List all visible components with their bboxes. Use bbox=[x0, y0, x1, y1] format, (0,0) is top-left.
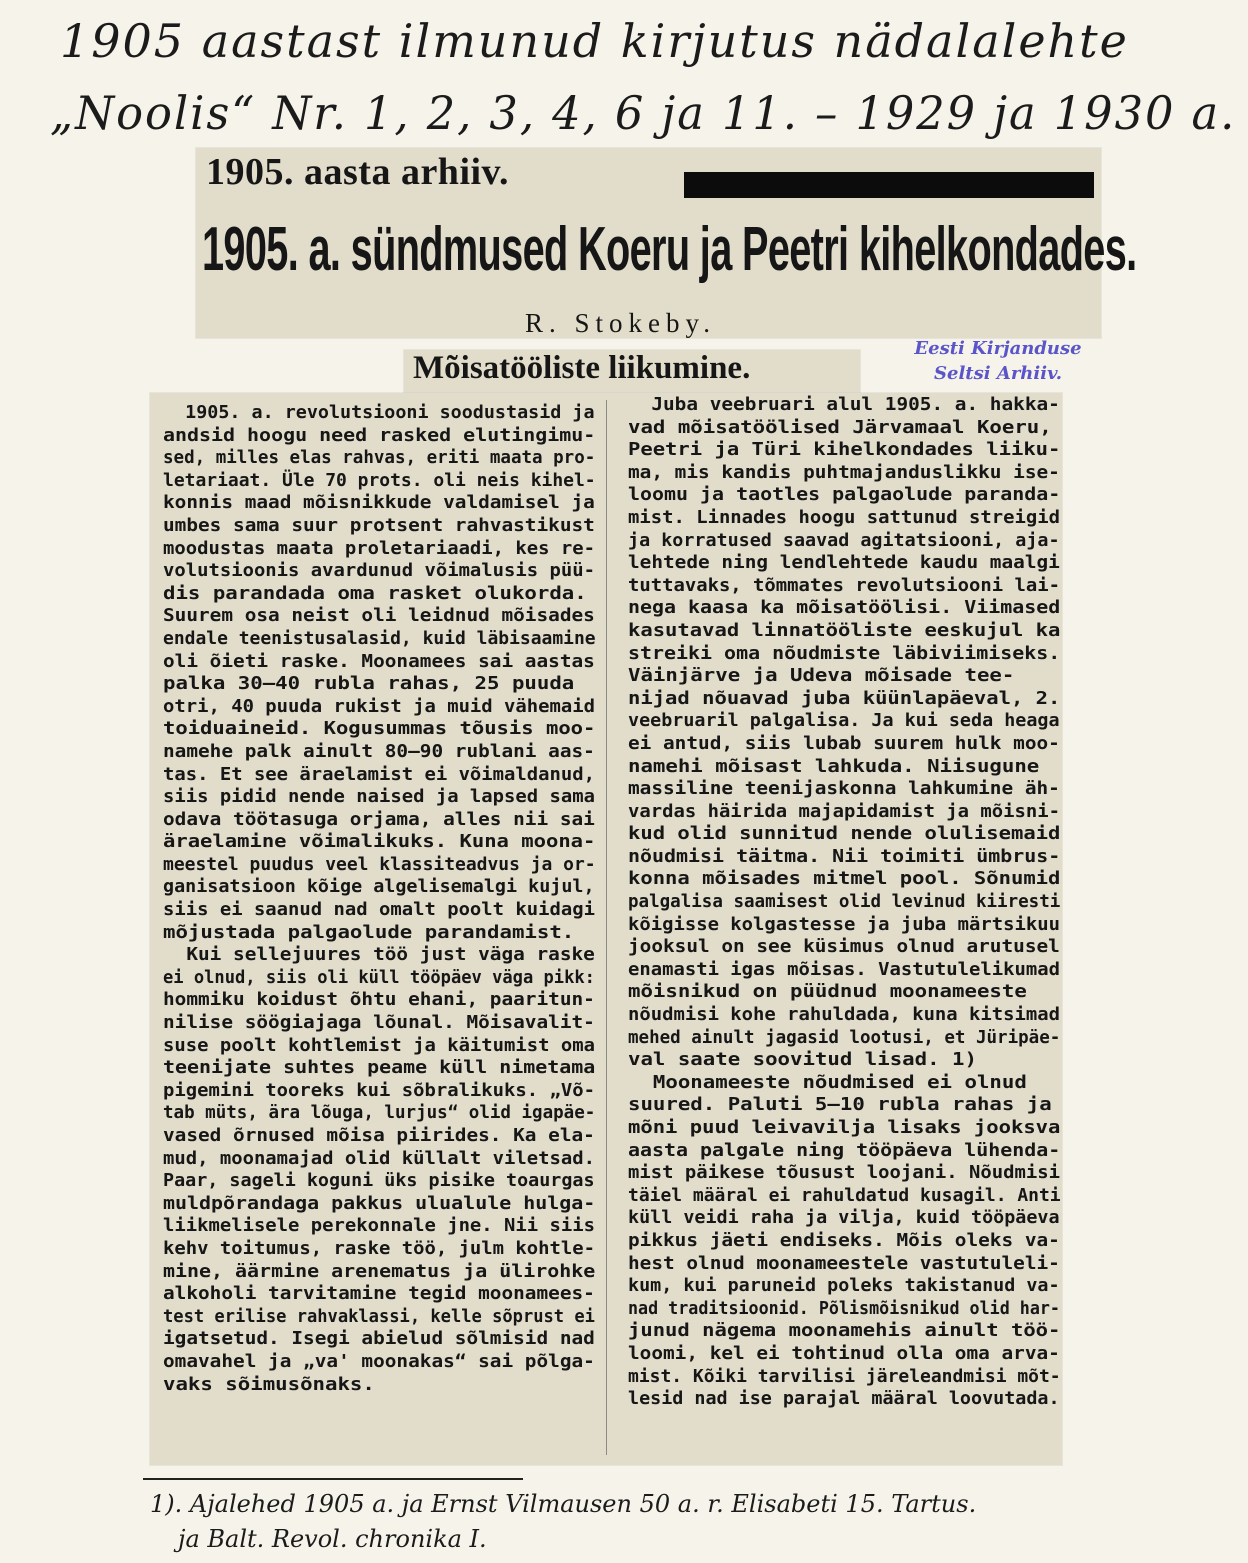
column-left-line: Paar, sageli koguni üks pisike toaurgas bbox=[163, 1170, 595, 1192]
column-right-line: mist. Linnades hoogu sattunud streigid bbox=[628, 506, 1060, 528]
column-right-line: loomu ja taotles palgaolude paranda- bbox=[628, 484, 1061, 506]
column-left-line: sed, milles elas rahvas, eriti maata pro- bbox=[163, 447, 596, 469]
column-left-line: mine, äärmine arenematus ja ülirohke bbox=[163, 1260, 596, 1282]
column-left-line: mõjustada palgaolude parandamist. bbox=[163, 921, 575, 943]
column-left-line: odava töötasuga orjama, alles nii sai bbox=[163, 808, 595, 830]
column-right-line: tuttavaks, tõmmates revolutsiooni lai- bbox=[628, 574, 1060, 596]
column-left-line: endale teenistusalasid, kuid läbisaamine bbox=[163, 627, 596, 649]
column-left-line: vaks sõimusõnaks. bbox=[163, 1373, 375, 1395]
article-column-left bbox=[163, 402, 595, 1396]
column-right-line: nõudmisi kohe rahuldada, kuna kitsimad bbox=[628, 1004, 1060, 1026]
article-author: R. Stokeby. bbox=[525, 308, 717, 338]
column-left-line: liikmelisele perekonnale jne. Nii siis bbox=[163, 1215, 595, 1237]
column-right-line: vardas häirida majapidamist ja mõisni- bbox=[628, 800, 1060, 822]
column-left-line: siis pidid nende naised ja lapsed sama bbox=[163, 786, 595, 808]
column-left-line: meestel puudus veel klassiteadvus ja or- bbox=[163, 853, 596, 875]
column-right-line: mist. Kõiki tarvilisi järeleandmisi mõt- bbox=[628, 1365, 1061, 1387]
column-right-line: loomi, kel ei tohtinud olla oma arva- bbox=[628, 1342, 1060, 1364]
column-left-line: ganisatsioon kõige algelisemalgi kujul, bbox=[163, 876, 595, 898]
column-left-line: vased õrnused mõisa piirides. Ka ela- bbox=[163, 1125, 595, 1146]
column-right-line: hest olnud moonameestele vastutuleli- bbox=[628, 1252, 1060, 1274]
column-left-line: otri, 40 puuda rukist ja muid vähemaid bbox=[163, 695, 595, 717]
handwritten-note-line1: 1905 aastast ilmunud kirjutus nädalalehte bbox=[60, 14, 1129, 68]
column-left-line: andsid hoogu need rasked elutingimu- bbox=[163, 424, 596, 446]
column-right-line: veebruaril palgalisa. Ja kui seda heaga bbox=[628, 710, 1060, 732]
column-left-line: kehv toitumus, raske töö, julm kohtle- bbox=[163, 1237, 595, 1259]
column-right-line: ma, mis kandis puhtmajanduslikku ise- bbox=[628, 461, 1060, 483]
column-right-line: Väinjärve ja Udeva mõisade tee- bbox=[628, 665, 1015, 687]
column-right-line: nõudmisi täitma. Nii toimiti ümbrus- bbox=[628, 845, 1061, 867]
column-right-line: nijad nõuavad juba küünlapäeval, 2. bbox=[628, 687, 1061, 709]
column-right-line: nad traditsioonid. Põlismõisnikud olid har- bbox=[628, 1297, 1060, 1319]
column-right-line: pikkus jäeti endiseks. Mõis oleks va- bbox=[628, 1229, 1060, 1251]
column-left-line: pigemini tooreks kui sõbralikuks. „Võ- bbox=[163, 1079, 595, 1101]
column-left-line: suse poolt kohtlemist ja käitumist oma bbox=[163, 1034, 595, 1056]
column-left-line: umbes sama suur protsent rahvastikust bbox=[163, 514, 595, 536]
column-left-line: oli õieti raske. Moonamees sai aastas bbox=[163, 650, 595, 672]
article-column-right bbox=[628, 394, 1060, 1411]
column-right-line: suured. Paluti 5—10 rubla rahas ja bbox=[628, 1094, 1052, 1116]
column-left-line: teenijate suhtes peame küll nimetama bbox=[163, 1057, 596, 1079]
title-rule-bar bbox=[684, 172, 1094, 198]
column-right-line: ei antud, siis lubab suurem hulk moo- bbox=[628, 732, 1060, 754]
article-subheadline: Mõisatööliste liikumine. bbox=[413, 350, 751, 386]
column-right-line: lehtede ning lendlehtede kaudu maalgi bbox=[628, 552, 1060, 574]
column-left-line: konnis maad mõisnikkude valdamisel ja bbox=[163, 492, 595, 514]
column-right-line: ja korratused saavad agitatsiooni, aja- bbox=[628, 529, 1060, 551]
column-left-line: moodustas maata proletariaadi, kes re- bbox=[163, 537, 595, 559]
column-right-line: Juba veebruari alul 1905. a. hakka- bbox=[628, 394, 1060, 415]
column-right-line: kõigisse kolgastesse ja juba märtsikuu bbox=[628, 913, 1060, 935]
column-right-line: mist päikese tõusust loojani. Nõudmisi bbox=[628, 1162, 1060, 1184]
column-right-line: mõisnikud on püüdnud moonameeste bbox=[628, 981, 1027, 1003]
column-right-line: streiki oma nõudmiste läbiviimiseks. bbox=[628, 642, 1061, 664]
footnote-rule bbox=[143, 1478, 523, 1480]
column-left-line: dis parandada oma rasket olukorda. bbox=[163, 582, 587, 604]
column-left-line: letariaat. Üle 70 prots. oli neis kihel- bbox=[163, 469, 596, 491]
footnote-line1: 1). Ajalehed 1905 a. ja Ernst Vilmausen 50 a. r. Elisabeti 15. Tartus. bbox=[150, 1490, 977, 1518]
column-left-line: omavahel ja „va' moonakas“ sai põlga- bbox=[163, 1350, 595, 1372]
column-left-line: alkoholi tarvitamine tegid moonamees- bbox=[163, 1283, 595, 1305]
column-right-line: junud nägema moonamehis ainult töö- bbox=[628, 1320, 1061, 1342]
column-right-line: nega kaasa ka mõisatöölisi. Viimased bbox=[628, 597, 1061, 619]
column-left-line: volutsioonis avardunud võimalusis püü- bbox=[163, 560, 595, 582]
column-right-line: kud olid sunnitud nende olulisemaid bbox=[628, 823, 1061, 845]
column-right-line: kum, kui paruneid poleks takistanud va- bbox=[628, 1275, 1060, 1297]
column-right-line: mehed ainult jagasid lootusi, et Jüripäe- bbox=[628, 1026, 1061, 1048]
column-right-line: vad mõisatöölised Järvamaal Koeru, bbox=[628, 416, 1052, 438]
column-left-line: hommiku koidust õhtu ehani, paaritun- bbox=[163, 989, 595, 1011]
column-left-line: siis ei saanud nad omalt poolt kuidagi bbox=[163, 899, 595, 921]
stamp-line2: Seltsi Arhiiv. bbox=[934, 363, 1062, 384]
column-right-line: konna mõisades mitmel pool. Sõnumid bbox=[628, 868, 1061, 890]
column-left-line: toiduaineid. Kogusummas tõusis moo- bbox=[163, 718, 596, 740]
column-right-line: täiel määral ei rahuldatud kusagil. Anti bbox=[628, 1184, 1061, 1206]
column-right-line: Moonameeste nõudmised ei olnud bbox=[628, 1071, 1027, 1093]
column-left-line: igatsetud. Isegi abielud sõlmisid nad bbox=[163, 1328, 595, 1350]
column-left-line: mud, moonamajad olid küllalt viletsad. bbox=[163, 1147, 595, 1169]
column-right-line: Peetri ja Türi kihelkondades liiku- bbox=[628, 439, 1061, 461]
column-left-line: palka 30—40 rubla rahas, 25 puuda bbox=[163, 673, 575, 695]
column-left-line: tab müts, ära lõuga, lurjus“ olid igapäe- bbox=[163, 1102, 596, 1124]
handwritten-note-line2: „Noolis“ Nr. 1, 2, 3, 4, 6 ja 11. – 1929 ja 1930 a. bbox=[50, 86, 1237, 140]
archive-stamp bbox=[898, 336, 1098, 386]
column-left-line: test erilise rahvaklassi, kelle sõprust ei bbox=[163, 1305, 595, 1327]
column-right-line: jooksul on see küsimus olnud arutusel bbox=[628, 936, 1060, 958]
column-right-line: lesid nad ise parajal määral loovutada. bbox=[628, 1388, 1060, 1410]
column-right-line: mõni puud leivavilja lisaks jooksva bbox=[628, 1117, 1061, 1138]
article-headline: 1905. a. sündmused Koeru ja Peetri kihelkondades. bbox=[202, 215, 1137, 284]
column-left-line: nilise söögiajaga lõunal. Mõisavalit- bbox=[163, 1012, 595, 1034]
section-title: 1905. aasta arhiiv. bbox=[206, 151, 509, 193]
footnote-line2: ja Balt. Revol. chronika I. bbox=[178, 1525, 487, 1553]
column-right-line: massiline teenijaskonna lahkumine äh- bbox=[628, 778, 1060, 800]
column-left-line: ei olnud, siis oli küll tööpäev väga pikk: bbox=[163, 966, 595, 988]
stamp-line1: Eesti Kirjanduse bbox=[914, 338, 1082, 359]
column-left-line: 1905. a. revolutsiooni soodustasid ja bbox=[163, 402, 595, 423]
column-left-line: muldpõrandaga pakkus ulualule hulga- bbox=[163, 1192, 596, 1214]
column-left-line: Suurem osa neist oli leidnud mõisades bbox=[163, 605, 595, 627]
column-left-line: namehe palk ainult 80—90 rublani aas- bbox=[163, 740, 595, 762]
column-left-line: Kui sellejuures töö just väga raske bbox=[163, 944, 595, 966]
column-right-line: enamasti igas mõisas. Vastutulelikumad bbox=[628, 958, 1060, 980]
column-right-line: küll veidi raha ja vilja, kuid tööpäeva bbox=[628, 1207, 1060, 1229]
column-left-line: äraelamine võimalikuks. Kuna moona- bbox=[163, 831, 596, 853]
column-right-line: namehi mõisast lahkuda. Niisugune bbox=[628, 755, 1040, 777]
column-left-line: tas. Et see äraelamist ei võimaldanud, bbox=[163, 763, 595, 785]
column-right-line: aasta palgale ning tööpäeva lühenda- bbox=[628, 1139, 1061, 1161]
column-right-line: val saate soovitud lisad. 1) bbox=[628, 1049, 977, 1071]
column-right-line: palgalisa saamisest olid levinud kiiresti bbox=[628, 891, 1061, 913]
column-right-line: kasutavad linnatööliste eeskujul ka bbox=[628, 619, 1061, 641]
